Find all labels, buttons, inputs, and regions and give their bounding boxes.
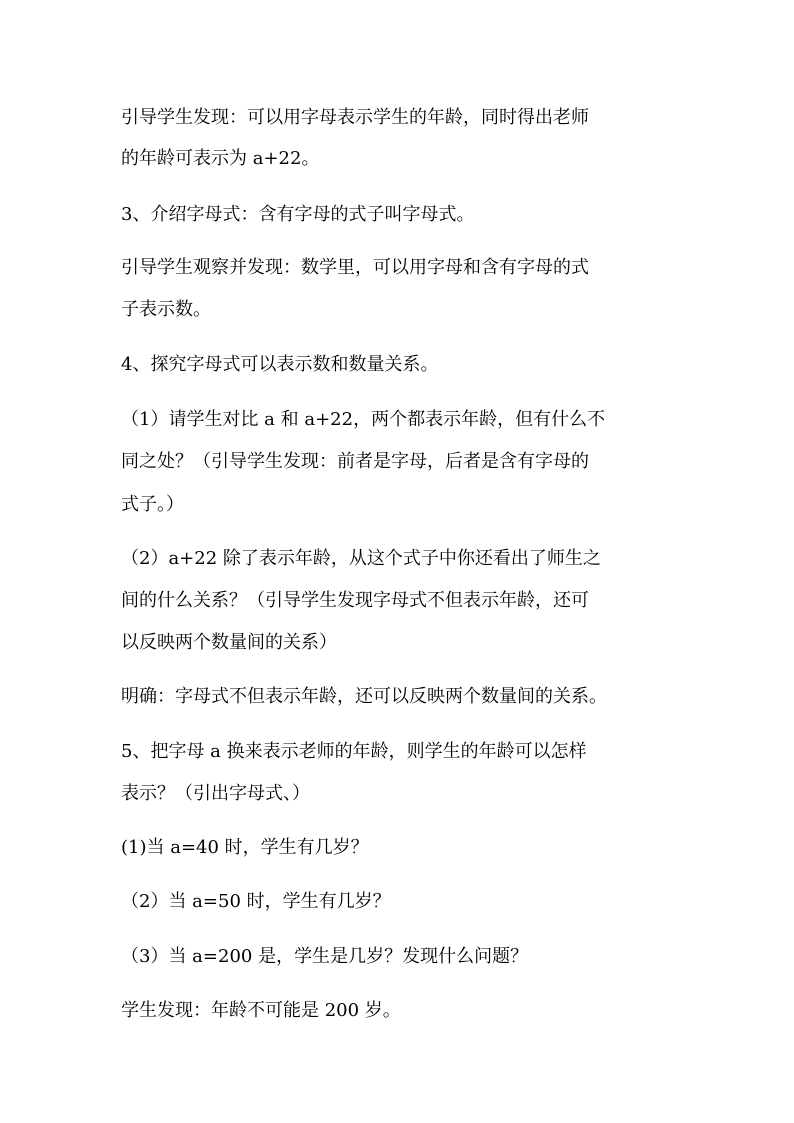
text-line-6: 4、探究字母式可以表示数和数量关系。: [121, 354, 439, 375]
text-line-4: 引导学生观察并发现：数学里，可以用字母和含有字母的式: [121, 257, 589, 278]
text-line-19: 学生发现：年龄不可能是 200 岁。: [121, 1000, 401, 1021]
text-line-5: 子表示数。: [121, 299, 211, 320]
text-line-13: 明确：字母式不但表示年龄，还可以反映两个数量间的关系。: [121, 686, 607, 707]
text-line-14: 5、把字母 a 换来表示老师的年龄，则学生的年龄可以怎样: [121, 741, 587, 762]
text-line-3: 3、介绍字母式：含有字母的式子叫字母式。: [121, 204, 475, 225]
text-line-11: 间的什么关系？（引导学生发现字母式不但表示年龄，还可: [121, 590, 589, 611]
text-line-7: （1）请学生对比 a 和 a+22，两个都表示年龄，但有什么不: [121, 409, 606, 430]
text-line-10: （2）a+22 除了表示年龄，从这个式子中你还看出了师生之: [121, 548, 601, 569]
text-line-15: 表示？（引出字母式、）: [121, 783, 310, 804]
text-line-12: 以反映两个数量间的关系）: [121, 632, 337, 653]
text-line-18: （3）当 a=200 是，学生是几岁？发现什么问题？: [121, 946, 529, 967]
text-line-16: (1)当 a=40 时，学生有几岁？: [121, 837, 369, 858]
text-line-17: （2）当 a=50 时，学生有几岁？: [121, 891, 391, 912]
text-line-1: 引导学生发现：可以用字母表示学生的年龄，同时得出老师: [121, 107, 589, 128]
text-line-9: 式子。）: [121, 494, 184, 515]
text-line-8: 同之处？（引导学生发现：前者是字母，后者是含有字母的: [121, 451, 589, 472]
text-line-2: 的年龄可表示为 a+22。: [121, 148, 320, 169]
